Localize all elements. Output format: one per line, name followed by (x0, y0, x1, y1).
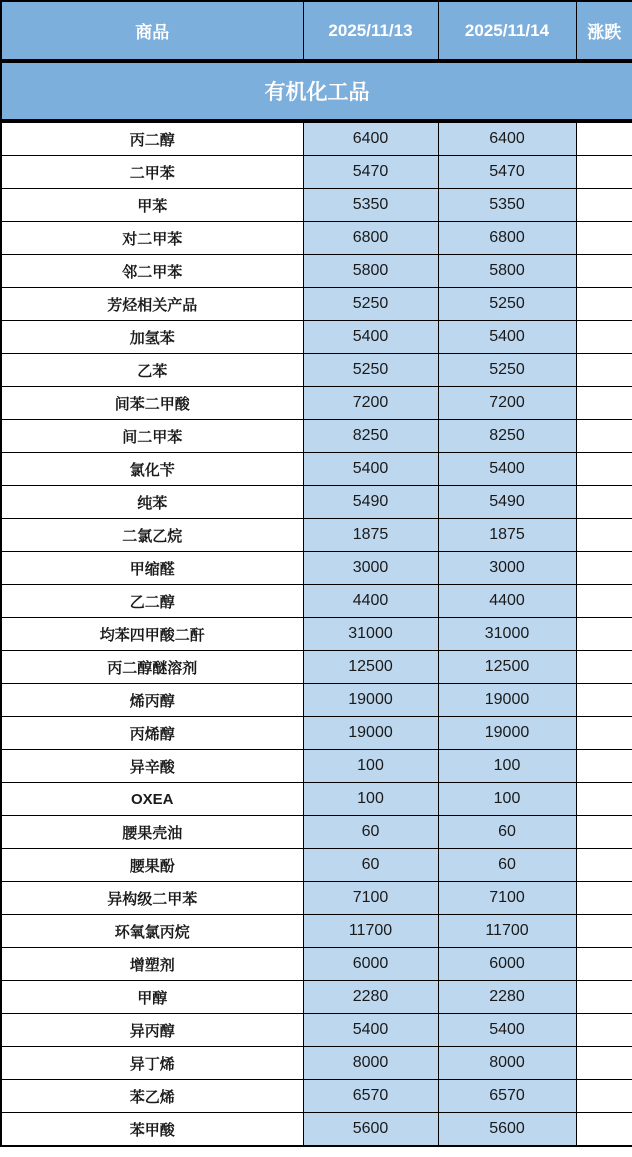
change-cell (576, 750, 632, 783)
price-cell-date-1: 5350 (303, 189, 438, 222)
table-row (1, 255, 632, 288)
table-row (1, 519, 632, 552)
table-row (1, 354, 632, 387)
column-header-product: 商品 (1, 1, 303, 61)
price-cell-date-1: 5400 (303, 321, 438, 354)
price-cell-date-1: 1875 (303, 519, 438, 552)
price-cell-date-1: 5400 (303, 1014, 438, 1047)
table-row (1, 882, 632, 915)
price-cell-date-1: 60 (303, 849, 438, 882)
price-cell-date-1: 31000 (303, 618, 438, 651)
table-row (1, 453, 632, 486)
product-name-cell: 间苯二甲酸 (1, 387, 303, 420)
table-row (1, 948, 632, 981)
change-cell (576, 1047, 632, 1080)
table-row (1, 486, 632, 519)
price-cell-date-1: 6400 (303, 121, 438, 156)
change-cell (576, 651, 632, 684)
change-cell (576, 420, 632, 453)
change-cell (576, 189, 632, 222)
price-cell-date-1: 7100 (303, 882, 438, 915)
product-name-cell: 丙二醇醚溶剂 (1, 651, 303, 684)
product-name-cell: OXEA (1, 783, 303, 816)
product-name-cell: 纯苯 (1, 486, 303, 519)
product-name-cell: 异丁烯 (1, 1047, 303, 1080)
price-cell-date-1: 12500 (303, 651, 438, 684)
price-cell-date-2: 7200 (438, 387, 576, 420)
change-cell (576, 915, 632, 948)
product-name-cell: 丙烯醇 (1, 717, 303, 750)
change-cell (576, 453, 632, 486)
price-cell-date-2: 19000 (438, 717, 576, 750)
column-header-date-2: 2025/11/14 (438, 1, 576, 61)
table-row (1, 1113, 632, 1147)
price-cell-date-1: 5400 (303, 453, 438, 486)
price-cell-date-1: 100 (303, 783, 438, 816)
price-cell-date-1: 19000 (303, 717, 438, 750)
change-cell (576, 486, 632, 519)
change-cell (576, 255, 632, 288)
price-cell-date-2: 5470 (438, 156, 576, 189)
price-cell-date-2: 5350 (438, 189, 576, 222)
price-cell-date-1: 3000 (303, 552, 438, 585)
change-cell (576, 948, 632, 981)
change-cell (576, 121, 632, 156)
price-cell-date-1: 4400 (303, 585, 438, 618)
price-cell-date-1: 2280 (303, 981, 438, 1014)
product-name-cell: 增塑剂 (1, 948, 303, 981)
header-row (1, 1, 632, 61)
table-row (1, 222, 632, 255)
price-cell-date-1: 7200 (303, 387, 438, 420)
price-cell-date-1: 19000 (303, 684, 438, 717)
price-cell-date-2: 60 (438, 816, 576, 849)
price-cell-date-2: 5600 (438, 1113, 576, 1147)
price-cell-date-2: 7100 (438, 882, 576, 915)
product-name-cell: 乙二醇 (1, 585, 303, 618)
price-cell-date-2: 6570 (438, 1080, 576, 1113)
price-cell-date-2: 5250 (438, 288, 576, 321)
price-cell-date-1: 5250 (303, 354, 438, 387)
column-header-date-1: 2025/11/13 (303, 1, 438, 61)
change-cell (576, 981, 632, 1014)
product-name-cell: 氯化苄 (1, 453, 303, 486)
price-cell-date-2: 5800 (438, 255, 576, 288)
price-cell-date-1: 6570 (303, 1080, 438, 1113)
price-cell-date-1: 5600 (303, 1113, 438, 1147)
product-name-cell: 芳烃相关产品 (1, 288, 303, 321)
change-cell (576, 1014, 632, 1047)
table-row (1, 552, 632, 585)
change-cell (576, 1080, 632, 1113)
table-row (1, 1047, 632, 1080)
product-name-cell: 均苯四甲酸二酐 (1, 618, 303, 651)
price-cell-date-2: 12500 (438, 651, 576, 684)
change-cell (576, 816, 632, 849)
price-cell-date-2: 5490 (438, 486, 576, 519)
table-row (1, 651, 632, 684)
change-cell (576, 387, 632, 420)
change-cell (576, 156, 632, 189)
product-name-cell: 异辛酸 (1, 750, 303, 783)
change-cell (576, 585, 632, 618)
price-cell-date-1: 6000 (303, 948, 438, 981)
product-name-cell: 二甲苯 (1, 156, 303, 189)
price-cell-date-1: 60 (303, 816, 438, 849)
table-row (1, 717, 632, 750)
table-row (1, 1080, 632, 1113)
price-cell-date-2: 19000 (438, 684, 576, 717)
price-cell-date-2: 100 (438, 750, 576, 783)
table-row (1, 156, 632, 189)
table-row (1, 321, 632, 354)
product-name-cell: 邻二甲苯 (1, 255, 303, 288)
product-name-cell: 腰果壳油 (1, 816, 303, 849)
price-cell-date-2: 2280 (438, 981, 576, 1014)
product-name-cell: 甲苯 (1, 189, 303, 222)
table-row (1, 387, 632, 420)
product-name-cell: 间二甲苯 (1, 420, 303, 453)
product-name-cell: 异丙醇 (1, 1014, 303, 1047)
change-cell (576, 783, 632, 816)
price-cell-date-1: 5250 (303, 288, 438, 321)
table-row (1, 915, 632, 948)
product-name-cell: 对二甲苯 (1, 222, 303, 255)
product-name-cell: 二氯乙烷 (1, 519, 303, 552)
product-name-cell: 烯丙醇 (1, 684, 303, 717)
table-row (1, 1014, 632, 1047)
column-header-change: 涨跌 (576, 1, 632, 61)
price-cell-date-2: 1875 (438, 519, 576, 552)
price-cell-date-2: 4400 (438, 585, 576, 618)
price-cell-date-2: 8250 (438, 420, 576, 453)
change-cell (576, 321, 632, 354)
table-row (1, 288, 632, 321)
table-row (1, 121, 632, 156)
price-cell-date-2: 8000 (438, 1047, 576, 1080)
table-row (1, 849, 632, 882)
price-cell-date-1: 5800 (303, 255, 438, 288)
table-row (1, 816, 632, 849)
product-name-cell: 异构级二甲苯 (1, 882, 303, 915)
price-cell-date-2: 6800 (438, 222, 576, 255)
table-row (1, 618, 632, 651)
price-cell-date-2: 6000 (438, 948, 576, 981)
change-cell (576, 222, 632, 255)
change-cell (576, 882, 632, 915)
product-name-cell: 苯乙烯 (1, 1080, 303, 1113)
price-cell-date-2: 100 (438, 783, 576, 816)
table-row (1, 783, 632, 816)
section-title: 有机化工品 (1, 61, 632, 121)
price-cell-date-2: 5400 (438, 453, 576, 486)
product-name-cell: 甲缩醛 (1, 552, 303, 585)
change-cell (576, 717, 632, 750)
product-name-cell: 环氧氯丙烷 (1, 915, 303, 948)
price-cell-date-2: 6400 (438, 121, 576, 156)
table-row (1, 420, 632, 453)
price-cell-date-2: 11700 (438, 915, 576, 948)
table-row (1, 585, 632, 618)
price-cell-date-1: 6800 (303, 222, 438, 255)
price-cell-date-2: 3000 (438, 552, 576, 585)
product-name-cell: 加氢苯 (1, 321, 303, 354)
price-cell-date-2: 5400 (438, 1014, 576, 1047)
price-cell-date-1: 5470 (303, 156, 438, 189)
price-cell-date-1: 5490 (303, 486, 438, 519)
table-row (1, 684, 632, 717)
product-name-cell: 丙二醇 (1, 121, 303, 156)
price-cell-date-2: 60 (438, 849, 576, 882)
price-cell-date-2: 31000 (438, 618, 576, 651)
table-row (1, 750, 632, 783)
price-cell-date-1: 11700 (303, 915, 438, 948)
change-cell (576, 849, 632, 882)
price-cell-date-2: 5250 (438, 354, 576, 387)
change-cell (576, 684, 632, 717)
change-cell (576, 288, 632, 321)
price-cell-date-2: 5400 (438, 321, 576, 354)
product-name-cell: 乙苯 (1, 354, 303, 387)
price-cell-date-1: 100 (303, 750, 438, 783)
price-cell-date-1: 8250 (303, 420, 438, 453)
table-row (1, 189, 632, 222)
change-cell (576, 1113, 632, 1147)
change-cell (576, 618, 632, 651)
table-row (1, 981, 632, 1014)
section-row (1, 61, 632, 121)
product-name-cell: 苯甲酸 (1, 1113, 303, 1147)
product-name-cell: 甲醇 (1, 981, 303, 1014)
product-name-cell: 腰果酚 (1, 849, 303, 882)
price-cell-date-1: 8000 (303, 1047, 438, 1080)
change-cell (576, 354, 632, 387)
change-cell (576, 519, 632, 552)
change-cell (576, 552, 632, 585)
